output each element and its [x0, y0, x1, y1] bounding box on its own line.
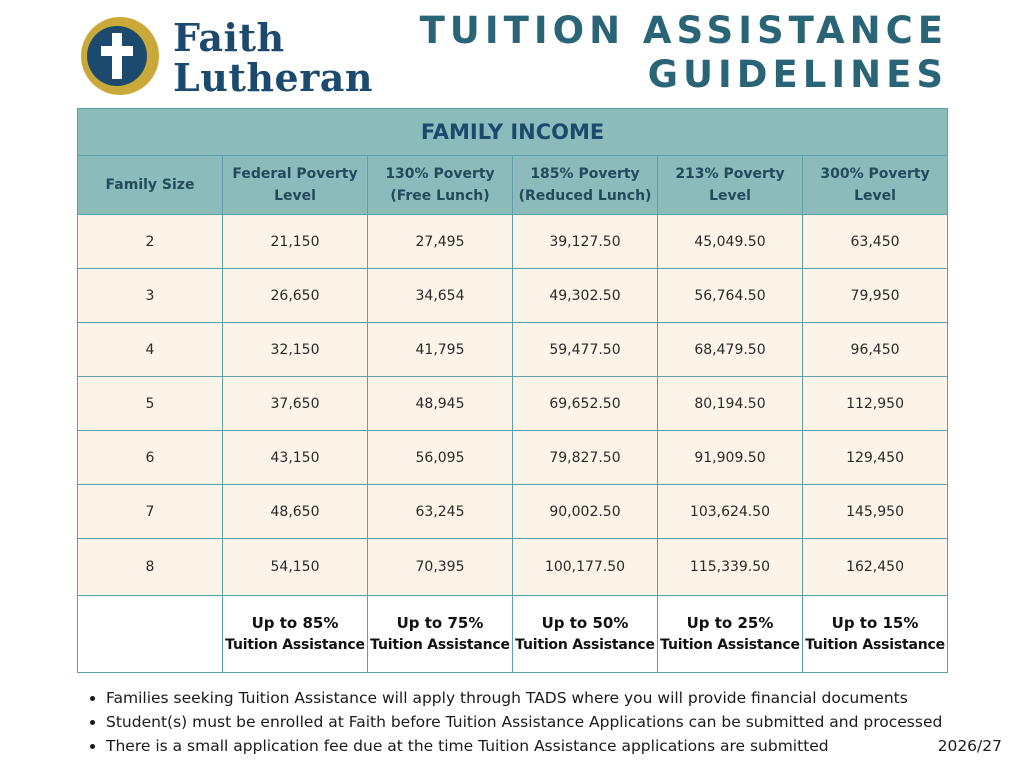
- table-cell: 27,495: [368, 215, 513, 269]
- table-cell: 80,194.50: [658, 377, 803, 431]
- table-cell: 4: [78, 323, 223, 377]
- header-federal-poverty: Federal Poverty Level: [223, 156, 368, 215]
- cross-emblem-icon: [80, 16, 160, 96]
- table-cell: 112,950: [803, 377, 948, 431]
- table-cell: 45,049.50: [658, 215, 803, 269]
- table-row: [78, 431, 948, 485]
- list-item: • Student(s) must be enrolled at Faith before Tuition Assistance Applications can be submitted and processed: [106, 710, 942, 734]
- table-row: [78, 215, 948, 269]
- table-cell: 115,339.50: [658, 539, 803, 596]
- header-130-poverty: 130% Poverty (Free Lunch): [368, 156, 513, 215]
- title-line-1: TUITION ASSISTANCE: [419, 9, 948, 52]
- table-cell: 79,827.50: [513, 431, 658, 485]
- table-cell: 32,150: [223, 323, 368, 377]
- table-cell: 162,450: [803, 539, 948, 596]
- page-title: [420, 10, 948, 96]
- table-cell: 7: [78, 485, 223, 539]
- assistance-cell-25: Up to 25% Tuition Assistance: [658, 596, 803, 673]
- assistance-cell-50: Up to 50% Tuition Assistance: [513, 596, 658, 673]
- table-cell: 34,654: [368, 269, 513, 323]
- table-row: [78, 539, 948, 596]
- table-cell: 56,764.50: [658, 269, 803, 323]
- table-cell: 5: [78, 377, 223, 431]
- table-cell: 90,002.50: [513, 485, 658, 539]
- table-cell: 41,795: [368, 323, 513, 377]
- table-row: [78, 377, 948, 431]
- table-cell: 21,150: [223, 215, 368, 269]
- table-cell: 79,950: [803, 269, 948, 323]
- table-cell: 91,909.50: [658, 431, 803, 485]
- table-cell: 103,624.50: [658, 485, 803, 539]
- header-185-poverty: 185% Poverty (Reduced Lunch): [513, 156, 658, 215]
- table-cell: 54,150: [223, 539, 368, 596]
- school-year: 2026/27: [937, 737, 1002, 755]
- table-cell: 8: [78, 539, 223, 596]
- table-cell: 56,095: [368, 431, 513, 485]
- table-cell: 43,150: [223, 431, 368, 485]
- table-cell: 39,127.50: [513, 215, 658, 269]
- table-cell: 145,950: [803, 485, 948, 539]
- faith-lutheran-logo: [80, 14, 400, 100]
- header-family-size: Family Size: [78, 156, 223, 215]
- list-item: • There is a small application fee due at the time Tuition Assistance applications are submitted: [106, 734, 942, 758]
- table-cell: 26,650: [223, 269, 368, 323]
- family-income-banner: FAMILY INCOME: [78, 109, 948, 156]
- table-cell: 96,450: [803, 323, 948, 377]
- table-cell: 37,650: [223, 377, 368, 431]
- notes-list: [88, 686, 942, 758]
- header-213-poverty: 213% Poverty Level: [658, 156, 803, 215]
- assistance-empty-cell: [78, 596, 223, 673]
- table-cell: 48,945: [368, 377, 513, 431]
- logo-line-faith: Faith: [173, 15, 285, 60]
- table-cell: 2: [78, 215, 223, 269]
- table-cell: 100,177.50: [513, 539, 658, 596]
- table-cell: 69,652.50: [513, 377, 658, 431]
- table-cell: 68,479.50: [658, 323, 803, 377]
- table-cell: 3: [78, 269, 223, 323]
- table-cell: 6: [78, 431, 223, 485]
- title-line-2: GUIDELINES: [647, 53, 948, 96]
- table-row: [78, 323, 948, 377]
- table-cell: 63,245: [368, 485, 513, 539]
- table-cell: 48,650: [223, 485, 368, 539]
- header-row: [78, 156, 948, 215]
- income-table: [77, 108, 948, 673]
- table-cell: 59,477.50: [513, 323, 658, 377]
- assistance-cell-75: Up to 75% Tuition Assistance: [368, 596, 513, 673]
- table-cell: 70,395: [368, 539, 513, 596]
- assistance-row: [78, 596, 948, 673]
- header-300-poverty: 300% Poverty Level: [803, 156, 948, 215]
- table-cell: 49,302.50: [513, 269, 658, 323]
- table-cell: 63,450: [803, 215, 948, 269]
- logo-line-lutheran: Lutheran: [173, 55, 373, 100]
- table-row: [78, 485, 948, 539]
- list-item: • Families seeking Tuition Assistance will apply through TADS where you will provide financial documents: [106, 686, 942, 710]
- table-cell: 129,450: [803, 431, 948, 485]
- table-row: [78, 269, 948, 323]
- assistance-cell-15: Up to 15% Tuition Assistance: [803, 596, 948, 673]
- assistance-cell-85: Up to 85% Tuition Assistance: [223, 596, 368, 673]
